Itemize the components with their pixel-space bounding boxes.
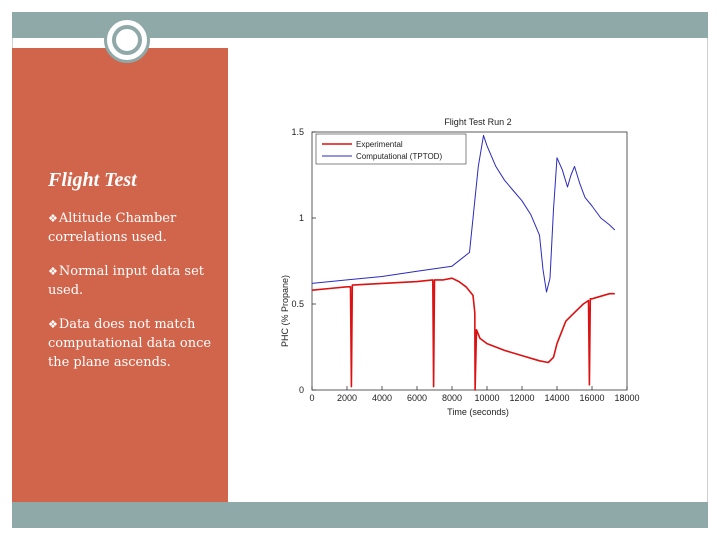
bullet-text: Data does not match computational data once the plane ascends.: [48, 317, 212, 370]
y-axis-label: PHC (% Propane): [280, 274, 290, 348]
bullet-item: [48, 262, 234, 300]
plot-frame: [312, 132, 627, 390]
diamond-bullet-icon: ❖: [48, 318, 58, 331]
sidebar-panel: [12, 48, 228, 502]
x-axis-label: Time (seconds): [447, 407, 509, 417]
x-tick-label: 2000: [336, 393, 358, 403]
x-tick-label: 12000: [509, 393, 535, 403]
x-tick-label: 16000: [579, 393, 605, 403]
x-tick-label: 0: [309, 393, 315, 403]
decorative-ring-inner: [112, 25, 142, 55]
y-tick-label: 0.5: [291, 299, 304, 309]
bullet-item: [48, 315, 234, 372]
slide-title: Flight Test: [48, 169, 137, 191]
bullet-text: Normal input data set used.: [48, 264, 205, 298]
plot-area: [291, 127, 639, 403]
diamond-bullet-icon: ❖: [48, 265, 58, 278]
x-tick-label: 8000: [441, 393, 463, 403]
y-tick-label: 1: [298, 213, 304, 223]
bullet-text: Altitude Chamber correlations used.: [48, 211, 177, 245]
diamond-bullet-icon: ❖: [48, 212, 58, 225]
bullet-item: [48, 209, 234, 247]
x-tick-label: 10000: [474, 393, 500, 403]
chart-title: Flight Test Run 2: [444, 117, 512, 127]
bottom-band: [12, 502, 708, 528]
x-tick-label: 4000: [371, 393, 393, 403]
bullet-list: [48, 209, 234, 387]
x-tick-label: 18000: [614, 393, 640, 403]
legend-label: Experimental: [356, 140, 403, 149]
y-tick-label: 0: [298, 385, 304, 395]
x-tick-label: 6000: [406, 393, 428, 403]
line-chart: [268, 108, 660, 424]
x-tick-label: 14000: [544, 393, 570, 403]
decorative-ring: [104, 17, 150, 63]
legend-label: Computational (TPTOD): [356, 152, 443, 161]
y-tick-label: 1.5: [291, 127, 304, 137]
frame-line-right: [707, 38, 708, 502]
